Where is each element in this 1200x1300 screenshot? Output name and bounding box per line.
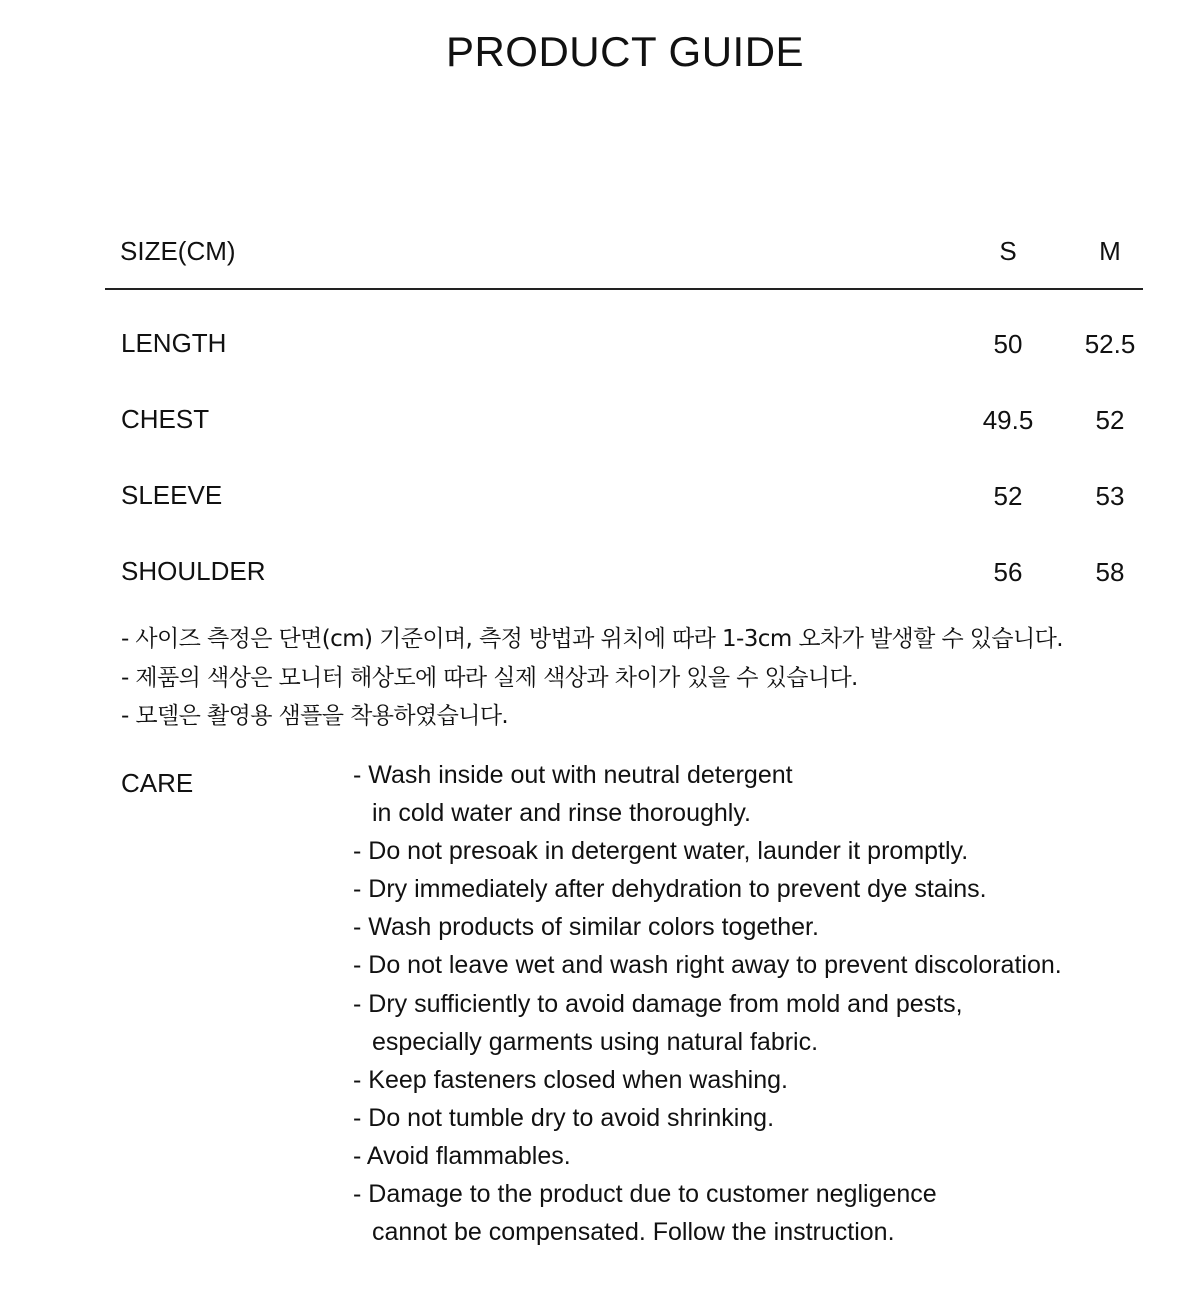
care-line: - Damage to the product due to customer negligence bbox=[353, 1180, 937, 1209]
care-line: cannot be compensated. Follow the instruction. bbox=[372, 1218, 895, 1247]
size-value-s: 56 bbox=[993, 557, 1023, 587]
size-row-label: SHOULDER bbox=[121, 556, 266, 586]
size-value-m: 58 bbox=[1095, 557, 1125, 587]
size-value-s: 50 bbox=[993, 329, 1023, 359]
size-row-shoulder bbox=[105, 556, 1143, 596]
size-row-length bbox=[105, 328, 1143, 368]
size-header-s: S bbox=[999, 236, 1017, 266]
care-line: - Dry immediately after dehydration to prevent dye stains. bbox=[353, 875, 987, 904]
care-line: - Do not presoak in detergent water, launder it promptly. bbox=[353, 837, 969, 866]
size-row-label: CHEST bbox=[121, 404, 210, 434]
care-line: - Do not leave wet and wash right away to prevent discoloration. bbox=[353, 951, 1062, 980]
size-row-label: LENGTH bbox=[121, 328, 227, 358]
care-line: - Avoid flammables. bbox=[353, 1141, 571, 1170]
size-row-sleeve bbox=[105, 480, 1143, 520]
care-label: CARE bbox=[121, 768, 194, 798]
size-row-chest bbox=[105, 404, 1143, 444]
size-notes bbox=[121, 620, 1121, 736]
size-value-m: 53 bbox=[1095, 481, 1125, 511]
size-value-m: 52 bbox=[1095, 405, 1125, 435]
note-line: - 제품의 색상은 모니터 해상도에 따라 실제 색상과 차이가 있을 수 있습니다. bbox=[121, 664, 858, 691]
size-header-label: SIZE(CM) bbox=[120, 236, 236, 266]
size-value-m: 52.5 bbox=[1084, 329, 1136, 359]
care-line: - Do not tumble dry to avoid shrinking. bbox=[353, 1103, 775, 1132]
size-value-s: 49.5 bbox=[982, 405, 1034, 435]
care-instructions bbox=[353, 756, 1153, 1251]
page-title: PRODUCT GUIDE bbox=[445, 28, 805, 75]
size-row-label: SLEEVE bbox=[121, 480, 223, 510]
care-line: - Dry sufficiently to avoid damage from mold and pests, bbox=[353, 989, 963, 1018]
note-line: - 모델은 촬영용 샘플을 착용하였습니다. bbox=[121, 703, 509, 729]
care-line: especially garments using natural fabric. bbox=[372, 1027, 819, 1056]
care-line: - Wash products of similar colors together. bbox=[353, 913, 819, 942]
size-header-m: M bbox=[1099, 236, 1121, 266]
care-line: in cold water and rinse thoroughly. bbox=[372, 799, 751, 828]
size-table-header bbox=[105, 232, 1143, 290]
care-line: - Keep fasteners closed when washing. bbox=[353, 1065, 788, 1094]
note-line: - 사이즈 측정은 단면(cm) 기준이며, 측정 방법과 위치에 따라 1-3cm 오차가 발생할 수 있습니다. bbox=[121, 626, 1063, 652]
size-value-s: 52 bbox=[993, 481, 1023, 511]
care-line: - Wash inside out with neutral detergent bbox=[353, 761, 793, 789]
